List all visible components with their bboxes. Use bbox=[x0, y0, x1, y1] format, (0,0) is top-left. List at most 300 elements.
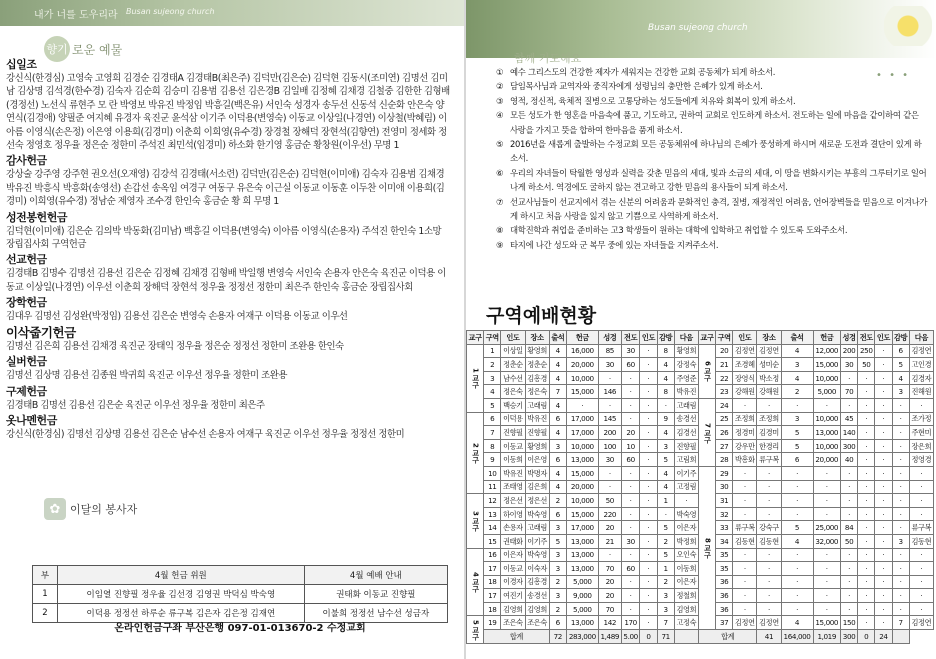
table-cell: 25 bbox=[716, 412, 733, 426]
table-cell: · bbox=[781, 575, 813, 589]
table-cell: 300 bbox=[840, 630, 857, 644]
table-cell: · bbox=[621, 575, 640, 589]
table-cell: 50 bbox=[858, 358, 875, 372]
decorative-dots-icon: • • • bbox=[876, 70, 911, 81]
table-cell: 10 bbox=[484, 466, 501, 480]
table-cell: · bbox=[621, 589, 640, 603]
table-cell: · bbox=[892, 562, 909, 576]
table-cell: 9 bbox=[484, 453, 501, 467]
column-header: 성경 bbox=[840, 331, 857, 345]
table-cell: · bbox=[621, 548, 640, 562]
table-cell: · bbox=[840, 494, 857, 508]
table-cell: 7 bbox=[549, 385, 566, 399]
table-cell: 23 bbox=[716, 385, 733, 399]
table-cell: · bbox=[909, 575, 933, 589]
table-cell: · bbox=[621, 371, 640, 385]
table-cell: 70 bbox=[598, 562, 621, 576]
table-cell: · bbox=[813, 480, 840, 494]
table-cell: 이숙자 bbox=[525, 562, 549, 576]
table-cell: · bbox=[875, 602, 892, 616]
table-cell: 200 bbox=[598, 426, 621, 440]
prayer-text: 예수 그리스도의 건강한 제자가 세워지는 건강한 교회 공동체가 되게 하소서. bbox=[510, 67, 776, 77]
table-cell: 35 bbox=[716, 562, 733, 576]
table-cell: · bbox=[858, 412, 875, 426]
table-cell: · bbox=[733, 480, 757, 494]
table-cell: · bbox=[858, 521, 875, 535]
table-cell: 정경미 bbox=[733, 426, 757, 440]
table-cell: 조경혜 bbox=[733, 358, 757, 372]
table-cell: · bbox=[875, 616, 892, 630]
table-cell: 7 bbox=[657, 616, 674, 630]
table-cell: · bbox=[813, 494, 840, 508]
column-header: 장소 bbox=[757, 331, 781, 345]
table-cell: 15,000 bbox=[566, 385, 598, 399]
table-cell: 36 bbox=[716, 589, 733, 603]
table-cell: · bbox=[733, 398, 757, 412]
table-cell: 300 bbox=[840, 439, 857, 453]
table-cell: · bbox=[875, 466, 892, 480]
table-cell: 24 bbox=[875, 630, 892, 644]
table-cell: · bbox=[733, 562, 757, 576]
column-header: 헌금 bbox=[813, 331, 840, 345]
column-header: 성경 bbox=[598, 331, 621, 345]
table-cell: 백승기 bbox=[501, 398, 525, 412]
column-header: 전도 bbox=[621, 331, 640, 345]
table-cell: · bbox=[892, 589, 909, 603]
table-cell: 5 bbox=[781, 439, 813, 453]
table-cell: 146 bbox=[598, 385, 621, 399]
table-cell: 1,019 bbox=[813, 630, 840, 644]
table-cell: 30 bbox=[621, 344, 640, 358]
table-cell: 2 bbox=[549, 602, 566, 616]
table-cell: 조태영 bbox=[501, 480, 525, 494]
table-cell: · bbox=[621, 507, 640, 521]
table-cell: 13,000 bbox=[566, 453, 598, 467]
table-cell: 박숙영 bbox=[674, 507, 698, 521]
table-cell: · bbox=[757, 507, 781, 521]
table-cell: 이은자 bbox=[674, 521, 698, 535]
table-cell: · bbox=[892, 602, 909, 616]
table-cell: 이경자 bbox=[501, 575, 525, 589]
table-cell: 45 bbox=[840, 412, 857, 426]
table-cell: 박흥화 bbox=[733, 453, 757, 467]
table-cell: · bbox=[892, 412, 909, 426]
table-cell: · bbox=[875, 453, 892, 467]
table-cell: · bbox=[733, 548, 757, 562]
table-cell: · bbox=[640, 507, 657, 521]
column-header: 감방 bbox=[657, 331, 674, 345]
flower-icon: ✿ bbox=[44, 498, 66, 520]
table-cell: · bbox=[875, 385, 892, 399]
table-cell: 조가정 bbox=[909, 412, 933, 426]
table-cell: 100 bbox=[598, 439, 621, 453]
table-cell: 15,000 bbox=[813, 616, 840, 630]
table-row bbox=[33, 585, 448, 604]
table-cell: 이덕용 bbox=[501, 412, 525, 426]
table-cell: · bbox=[892, 480, 909, 494]
prayer-number: ③ bbox=[496, 95, 504, 106]
table-cell: · bbox=[892, 453, 909, 467]
table-cell: 5 bbox=[657, 453, 674, 467]
table-cell: 진향필 bbox=[501, 426, 525, 440]
table-cell: · bbox=[781, 398, 813, 412]
table-cell: 권태화 bbox=[501, 534, 525, 548]
table-cell: 5.00 bbox=[621, 630, 640, 644]
table-cell: 박명자 bbox=[525, 466, 549, 480]
table-cell: 합계 bbox=[484, 630, 549, 644]
table-cell bbox=[674, 630, 698, 644]
table-cell: 6 bbox=[892, 344, 909, 358]
table-cell: · bbox=[640, 453, 657, 467]
table-cell: 13,000 bbox=[566, 534, 598, 548]
table-cell: 2 bbox=[484, 358, 501, 372]
table-cell: · bbox=[733, 589, 757, 603]
table-cell: 2 bbox=[657, 534, 674, 548]
table-cell: 남수선 bbox=[501, 371, 525, 385]
table-cell: 5 bbox=[781, 426, 813, 440]
table-cell: 3 bbox=[657, 602, 674, 616]
table-cell: 한경리 bbox=[757, 439, 781, 453]
table-cell: · bbox=[598, 371, 621, 385]
table-cell: 김동현 bbox=[909, 534, 933, 548]
online-account-info: 온라인헌금구좌 부산은행 097-01-013670-2 수정교회 bbox=[114, 623, 366, 634]
table-cell: 2 bbox=[657, 575, 674, 589]
right-page bbox=[466, 0, 936, 659]
table-cell: · bbox=[909, 548, 933, 562]
table-cell: 성미순 bbox=[757, 358, 781, 372]
column-header: 인도 bbox=[875, 331, 892, 345]
table-cell: · bbox=[875, 507, 892, 521]
table-cell: 4 bbox=[781, 534, 813, 548]
offering-donor-names: 김덕현(이미애) 김은순 김의박 박동화(김미남) 백흥길 이덕용(변영숙) 이아름 이영식(손용자) 주석진 한인숙 1소망 장립집사회 구역헌금 bbox=[6, 225, 442, 251]
list-item bbox=[496, 65, 928, 79]
list-item bbox=[496, 79, 928, 93]
column-header: 감방 bbox=[892, 331, 909, 345]
table-cell: · bbox=[892, 426, 909, 440]
table-cell: 5 bbox=[657, 548, 674, 562]
table-cell: 주현미 bbox=[909, 426, 933, 440]
table-cell: · bbox=[640, 344, 657, 358]
offering-category: 장학헌금 bbox=[6, 296, 47, 310]
prayer-text: 우리의 자녀들이 탁월한 영성과 실력을 갖춘 믿음의 세대, 빛과 소금의 세대, 이 땅을 변화시키는 부흥의 그루터기로 일어나게 하소서. 역경에도 굴하지 않는 견고하고 강한 믿음의 용사들이 되게 하소서. bbox=[510, 167, 927, 193]
table-cell: 2 bbox=[33, 604, 58, 623]
column-header: 출석 bbox=[549, 331, 566, 345]
table-cell: · bbox=[657, 507, 674, 521]
table-cell: 진향필 bbox=[525, 426, 549, 440]
table-cell: · bbox=[640, 358, 657, 372]
table-cell: 20,000 bbox=[566, 358, 598, 372]
table-cell: 5 bbox=[657, 521, 674, 535]
table-cell: 250 bbox=[858, 344, 875, 358]
offering-donor-names: 김명선 김은희 김용선 김채경 육진군 장태익 정우율 정은순 정정선 정한미 조완용 한인숙 bbox=[6, 340, 344, 352]
table-cell: · bbox=[840, 548, 857, 562]
table-cell: 4 bbox=[781, 616, 813, 630]
table-cell: · bbox=[621, 412, 640, 426]
table-cell: 강해원 bbox=[733, 385, 757, 399]
right-header-text: Busan sujeong church bbox=[648, 23, 748, 33]
table-cell: 145 bbox=[598, 412, 621, 426]
table-cell: · bbox=[858, 426, 875, 440]
table-cell: 3 bbox=[549, 589, 566, 603]
table-cell: 김정연 bbox=[909, 344, 933, 358]
table-cell: · bbox=[657, 398, 674, 412]
table-cell: · bbox=[598, 548, 621, 562]
table-cell: 이은자 bbox=[501, 548, 525, 562]
table-cell: 7 bbox=[484, 426, 501, 440]
table-cell: · bbox=[892, 507, 909, 521]
table-cell: 김동현 bbox=[733, 534, 757, 548]
table-cell: 고래림 bbox=[525, 521, 549, 535]
table-cell: 8 bbox=[657, 344, 674, 358]
table-cell: 4 bbox=[549, 371, 566, 385]
table-cell: 70 bbox=[598, 602, 621, 616]
table-cell: 5 bbox=[484, 398, 501, 412]
offerings-list bbox=[6, 56, 452, 441]
offering-donor-names: 김경태B 김명선 김용선 김은순 육진군 이우선 정우율 정한미 최은주 bbox=[6, 399, 265, 411]
table-cell: 장영식 bbox=[733, 371, 757, 385]
table-cell: 6 bbox=[549, 412, 566, 426]
column-header: 장소 bbox=[525, 331, 549, 345]
table-cell: 조은숙 bbox=[501, 616, 525, 630]
table-cell: · bbox=[858, 439, 875, 453]
table-cell: 김영희 bbox=[674, 602, 698, 616]
table-cell: · bbox=[640, 439, 657, 453]
table-cell: · bbox=[757, 480, 781, 494]
table-cell: · bbox=[892, 466, 909, 480]
table-cell: · bbox=[781, 480, 813, 494]
table-cell: 30 bbox=[716, 480, 733, 494]
prayer-text: 영적, 정신적, 육체적 질병으로 고통당하는 성도들에게 치유와 회복이 있게 하소서. bbox=[510, 95, 796, 106]
prayer-text: 모든 성도가 한 영혼을 마음속에 품고, 기도하고, 권하여 교회로 인도하게 하소서. 전도하는 일에 마음을 같이하여 같은 사랑을 가지고 뜻을 합하여 한마음을 품게 하소서. bbox=[510, 110, 919, 135]
table-cell: 4 bbox=[549, 480, 566, 494]
table-cell: · bbox=[909, 398, 933, 412]
column-header: 출석 bbox=[781, 331, 813, 345]
offering-donor-names: 김경태B 김명수 김명선 김용선 김은순 김정혜 김채경 김형배 박일행 변영숙 서인숙 손용자 안은숙 육진군 이덕용 이동교 이상일(나경연) 이우선 이춘희 장해덕 장현석 정우율 정정선 정한미 최은주 한인숙 홍금순 장립집사회 bbox=[6, 268, 446, 293]
table-cell: 10 bbox=[621, 439, 640, 453]
list-item bbox=[496, 166, 928, 195]
table-cell: 정영경 bbox=[909, 453, 933, 467]
table-cell: · bbox=[858, 466, 875, 480]
table-cell: · bbox=[840, 589, 857, 603]
table-cell: · bbox=[875, 589, 892, 603]
offerings-title-bubble: 향기 bbox=[44, 36, 70, 62]
table-cell: 3 bbox=[549, 548, 566, 562]
prayer-text: 담임목사님과 교역자와 중직자에게 성령님의 충만한 은혜가 있게 하소서. bbox=[510, 81, 763, 92]
table-cell: 4 bbox=[657, 426, 674, 440]
district-label: 7 교구 bbox=[698, 398, 715, 466]
table-cell: 6 bbox=[549, 616, 566, 630]
table-cell: · bbox=[757, 562, 781, 576]
table-cell: 장은희 bbox=[909, 439, 933, 453]
volunteer-table bbox=[32, 565, 448, 623]
table-cell: · bbox=[909, 466, 933, 480]
table-cell: 30 bbox=[598, 453, 621, 467]
table-header-row bbox=[467, 331, 934, 345]
table-cell: 0 bbox=[640, 630, 657, 644]
table-cell: · bbox=[858, 480, 875, 494]
table-cell: 5 bbox=[549, 534, 566, 548]
table-cell: · bbox=[640, 602, 657, 616]
table-cell: · bbox=[640, 371, 657, 385]
table-cell: 3 bbox=[781, 358, 813, 372]
table-cell: 20 bbox=[598, 521, 621, 535]
table-cell: · bbox=[757, 602, 781, 616]
table-cell: 진향필 bbox=[674, 439, 698, 453]
table-cell: 3 bbox=[781, 412, 813, 426]
table-cell: · bbox=[598, 466, 621, 480]
table-cell: 1 bbox=[33, 585, 58, 604]
table-cell: 32,000 bbox=[813, 534, 840, 548]
table-cell: · bbox=[813, 575, 840, 589]
table-cell: 10,000 bbox=[566, 371, 598, 385]
table-cell: 17,000 bbox=[566, 521, 598, 535]
table-cell: 60 bbox=[621, 453, 640, 467]
table-cell: 고래림 bbox=[674, 398, 698, 412]
table-cell: · bbox=[733, 602, 757, 616]
table-cell: 5,000 bbox=[566, 602, 598, 616]
table-cell: 이기주 bbox=[525, 534, 549, 548]
table-cell: 김흥경 bbox=[525, 575, 549, 589]
table-cell: 이은영 bbox=[525, 453, 549, 467]
table-cell: 40 bbox=[840, 453, 857, 467]
table-cell: 4 bbox=[549, 426, 566, 440]
table-cell: 5 bbox=[892, 358, 909, 372]
table-cell: · bbox=[813, 507, 840, 521]
prayer-number: ④ bbox=[496, 110, 504, 121]
offering-category: 실버헌금 bbox=[6, 355, 47, 369]
table-cell: 13,000 bbox=[566, 562, 598, 576]
table-cell: · bbox=[621, 521, 640, 535]
prayer-text: 타지에 나간 성도와 군 복무 중에 있는 자녀들을 지켜주소서. bbox=[510, 239, 719, 250]
table-cell: 27 bbox=[716, 439, 733, 453]
table-cell: 8 bbox=[484, 439, 501, 453]
table-cell: · bbox=[909, 494, 933, 508]
table-cell: · bbox=[781, 494, 813, 508]
table-cell: · bbox=[858, 548, 875, 562]
table-cell: 10,000 bbox=[813, 412, 840, 426]
table-cell: 고정숙 bbox=[674, 616, 698, 630]
table-cell: · bbox=[840, 507, 857, 521]
offering-category: 이삭줍기헌금 bbox=[6, 324, 76, 340]
prayer-list bbox=[496, 65, 928, 252]
table-cell: 30 bbox=[840, 358, 857, 372]
table-cell: · bbox=[781, 507, 813, 521]
table-cell: · bbox=[566, 398, 598, 412]
table-cell: 황영희 bbox=[674, 344, 698, 358]
prayer-number: ⑦ bbox=[496, 196, 504, 207]
table-cell: 50 bbox=[598, 494, 621, 508]
table-cell: · bbox=[781, 562, 813, 576]
offering-category: 옷나멘헌금 bbox=[6, 413, 57, 427]
table-cell: 정은선 bbox=[525, 494, 549, 508]
table-cell: 15 bbox=[484, 534, 501, 548]
prayer-number: ② bbox=[496, 81, 504, 92]
table-cell: 김정연 bbox=[733, 616, 757, 630]
table-cell: · bbox=[640, 548, 657, 562]
table-cell: · bbox=[621, 385, 640, 399]
table-cell: 30 bbox=[621, 534, 640, 548]
prayer-text: 대학진학과 취업을 준비하는 고3 학생들이 원하는 대학에 입학하고 취업할 수 있도록 도와주소서. bbox=[510, 225, 848, 236]
table-cell: 2 bbox=[781, 385, 813, 399]
table-cell: 26 bbox=[716, 426, 733, 440]
table-cell: · bbox=[840, 466, 857, 480]
district-label: 6 교구 bbox=[698, 344, 715, 398]
table-cell: 4 bbox=[892, 371, 909, 385]
table-cell: 김경미 bbox=[757, 426, 781, 440]
table-cell: · bbox=[757, 398, 781, 412]
list-item bbox=[496, 94, 928, 108]
table-cell: · bbox=[813, 398, 840, 412]
table-cell: · bbox=[840, 371, 857, 385]
table-cell: 고인경 bbox=[909, 358, 933, 372]
table-cell: 박유진 bbox=[674, 385, 698, 399]
column-header: 구역 bbox=[484, 331, 501, 345]
table-cell: 6 bbox=[549, 453, 566, 467]
table-cell: 33 bbox=[716, 521, 733, 535]
table-cell: 2 bbox=[549, 575, 566, 589]
table-cell: 84 bbox=[840, 521, 857, 535]
table-cell: · bbox=[813, 548, 840, 562]
table-cell: 17,000 bbox=[566, 412, 598, 426]
table-cell: · bbox=[640, 575, 657, 589]
table-cell: 9 bbox=[657, 412, 674, 426]
table-cell: 3 bbox=[549, 439, 566, 453]
table-cell: 0 bbox=[858, 630, 875, 644]
table-cell: · bbox=[621, 398, 640, 412]
table-cell: · bbox=[892, 494, 909, 508]
table-cell: 오인숙 bbox=[674, 548, 698, 562]
volunteer-header-offering: 4월 헌금 위원 bbox=[58, 566, 305, 585]
table-cell: · bbox=[640, 534, 657, 548]
table-cell: · bbox=[875, 398, 892, 412]
table-cell: 142 bbox=[598, 616, 621, 630]
volunteer-header-usher: 4월 예배 안내 bbox=[304, 566, 447, 585]
table-cell: · bbox=[640, 589, 657, 603]
table-cell: · bbox=[813, 562, 840, 576]
table-cell: 황영희 bbox=[525, 439, 549, 453]
table-cell: 32 bbox=[716, 507, 733, 521]
table-cell: 36 bbox=[716, 602, 733, 616]
table-cell: 9,000 bbox=[566, 589, 598, 603]
table-cell: 박숙영 bbox=[525, 548, 549, 562]
table-cell: 70 bbox=[840, 385, 857, 399]
prayer-number: ⑤ bbox=[496, 139, 504, 150]
zone-worship-title: 구역예배현황 bbox=[486, 305, 597, 327]
table-row bbox=[467, 344, 934, 358]
district-label: 2 교구 bbox=[467, 412, 484, 494]
table-cell: 11 bbox=[484, 480, 501, 494]
table-cell: 합계 bbox=[698, 630, 757, 644]
offerings-title-rest: 로운 예물 bbox=[72, 42, 123, 57]
table-cell: · bbox=[892, 548, 909, 562]
table-cell: 4 bbox=[657, 466, 674, 480]
table-cell: 4 bbox=[781, 371, 813, 385]
column-header: 인도 bbox=[501, 331, 525, 345]
offering-category: 감사헌금 bbox=[6, 154, 47, 168]
table-cell: · bbox=[858, 494, 875, 508]
table-cell: 5,000 bbox=[566, 575, 598, 589]
table-cell: 29 bbox=[716, 466, 733, 480]
table-cell: 강정숙 bbox=[674, 358, 698, 372]
table-cell: 고정림 bbox=[674, 480, 698, 494]
table-cell: 13,000 bbox=[813, 426, 840, 440]
left-header-sub: Busan sujeong church bbox=[126, 7, 215, 16]
table-cell: 황영희 bbox=[525, 344, 549, 358]
table-cell: 고림희 bbox=[674, 453, 698, 467]
table-cell: 이상일 bbox=[501, 344, 525, 358]
table-cell: · bbox=[858, 616, 875, 630]
table-cell: · bbox=[840, 398, 857, 412]
